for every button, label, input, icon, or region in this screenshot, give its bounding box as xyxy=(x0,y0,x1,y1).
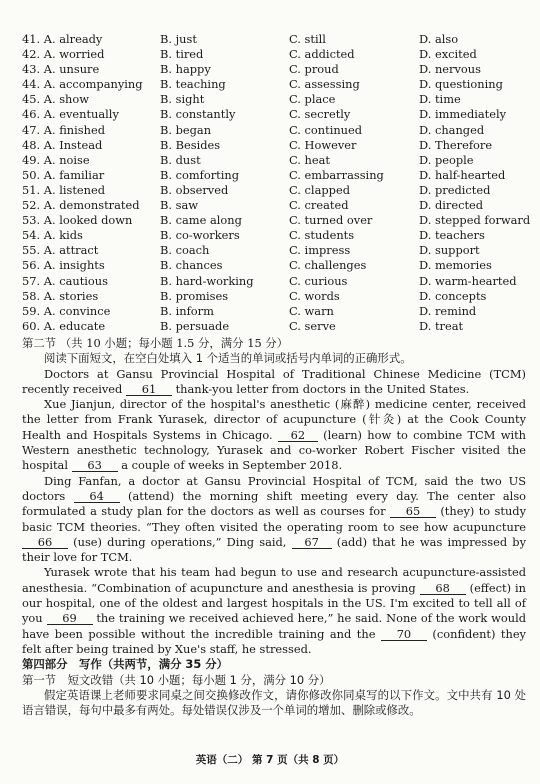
blank-67[interactable]: 67 xyxy=(292,536,332,549)
option-a[interactable]: 49. A. noise xyxy=(22,152,90,167)
option-b[interactable]: B. promises xyxy=(160,288,229,303)
option-c[interactable]: C. proud xyxy=(289,62,339,77)
option-c[interactable]: C. heat xyxy=(289,152,330,167)
blank-61[interactable]: 61 xyxy=(126,383,172,396)
option-a[interactable]: 54. A. kids xyxy=(22,228,83,243)
option-b[interactable]: B. began xyxy=(160,122,212,137)
paragraph-4: Yurasek wrote that his team had begun to use and research acupuncture-assisted anesthesia. “Combination of acupuncture and anesthesia is proving 68 (effect) in our hospital, one of the oldest and largest hospitals in the US. I'm excited to tell all of you 69 the training we received achieved here,” he said. None of the work would have been possible without the incredible training and the 70 (confident) they felt after being trained by Xue's staff, he stressed. xyxy=(22,565,527,656)
option-a[interactable]: 42. A. worried xyxy=(22,47,105,62)
question-row xyxy=(22,47,532,62)
option-c[interactable]: C. clapped xyxy=(289,182,350,197)
question-row xyxy=(22,198,532,213)
question-row xyxy=(22,183,532,198)
option-a[interactable]: 44. A. accompanying xyxy=(22,77,143,92)
blank-66[interactable]: 66 xyxy=(22,536,68,549)
option-a[interactable]: 47. A. finished xyxy=(22,122,105,137)
option-a[interactable]: 57. A. cautious xyxy=(22,273,108,288)
question-row xyxy=(22,153,532,168)
option-d[interactable]: D. changed xyxy=(419,122,485,137)
option-a[interactable]: 50. A. familiar xyxy=(22,167,105,182)
option-a[interactable]: 43. A. unsure xyxy=(22,62,100,77)
option-c[interactable]: C. warn xyxy=(289,303,334,318)
option-d[interactable]: D. predicted xyxy=(419,182,491,197)
option-d[interactable]: D. teachers xyxy=(419,228,485,243)
option-a[interactable]: 58. A. stories xyxy=(22,288,99,303)
option-d[interactable]: D. memories xyxy=(419,258,492,273)
blank-70[interactable]: 70 xyxy=(381,628,427,641)
question-row xyxy=(22,258,532,273)
option-a[interactable]: 48. A. Instead xyxy=(22,137,103,152)
option-c[interactable]: C. serve xyxy=(289,318,336,333)
option-d[interactable]: D. nervous xyxy=(419,62,481,77)
option-d[interactable]: D. people xyxy=(419,152,474,167)
blank-68[interactable]: 68 xyxy=(420,582,466,595)
blank-63[interactable]: 63 xyxy=(72,459,118,472)
option-d[interactable]: D. time xyxy=(419,92,461,107)
question-row xyxy=(22,62,532,77)
part4-section1-title: 第一节 短文改错（共 10 小题；每小题 1 分，满分 10 分） xyxy=(22,672,331,687)
option-d[interactable]: D. Therefore xyxy=(419,137,493,152)
option-c[interactable]: C. still xyxy=(289,32,326,46)
option-a[interactable]: 46. A. eventually xyxy=(22,107,119,122)
option-b[interactable]: B. co-workers xyxy=(160,228,240,243)
main-text xyxy=(22,336,526,718)
options-list xyxy=(22,32,532,334)
paragraph-1: Doctors at Gansu Provincial Hospital of Traditional Chinese Medicine (TCM) recently received 61 thank-you letter from doctors in the United States. xyxy=(22,366,526,396)
option-d[interactable]: D. immediately xyxy=(419,107,507,122)
question-row xyxy=(22,274,532,289)
question-row xyxy=(22,138,532,153)
option-d[interactable]: D. also xyxy=(419,32,459,46)
option-a[interactable]: 56. A. insights xyxy=(22,258,105,273)
option-c[interactable]: C. impress xyxy=(289,243,351,258)
option-c[interactable]: C. place xyxy=(289,92,336,107)
option-d[interactable]: D. half-hearted xyxy=(419,167,506,182)
option-c[interactable]: C. curious xyxy=(289,273,348,288)
option-a[interactable]: 60. A. educate xyxy=(22,318,106,333)
option-a[interactable]: 59. A. convince xyxy=(22,303,111,318)
blank-69[interactable]: 69 xyxy=(47,612,93,625)
question-row xyxy=(22,319,532,334)
question-row xyxy=(22,123,532,138)
option-c[interactable]: C. secretly xyxy=(289,107,351,122)
paragraph-2: Xue Jianjun, director of the hospital's anesthetic (麻醉) medicine center, received the letter from Frank Yurasek, director of acupuncture (针灸) at the Cook County Health and Hospitals Systems in Chicago. 62 (learn) how to combine TCM with Western anesthetic technology, Yurasek and co-worker Robert Fischer visited the hospital 63 a couple of weeks in September 2018. xyxy=(22,397,526,473)
question-row xyxy=(22,243,532,258)
option-b[interactable]: B. persuade xyxy=(160,318,230,333)
option-c[interactable]: C. continued xyxy=(289,122,363,137)
question-row xyxy=(22,92,532,107)
option-c[interactable]: C. assessing xyxy=(289,77,360,92)
option-b[interactable]: B. observed xyxy=(160,182,229,197)
question-row xyxy=(22,107,532,122)
option-c[interactable]: C. created xyxy=(289,198,349,213)
question-row xyxy=(22,168,532,183)
option-d[interactable]: D. concepts xyxy=(419,288,487,303)
page-footer: 英语（二） 第 7 页（共 8 页） xyxy=(195,754,345,766)
option-c[interactable]: C. challenges xyxy=(289,258,367,273)
option-c[interactable]: C. turned over xyxy=(289,213,373,228)
option-b[interactable]: B. chances xyxy=(160,258,223,273)
option-b[interactable]: B. constantly xyxy=(160,107,236,122)
option-a[interactable]: 55. A. attract xyxy=(22,243,99,258)
option-b[interactable]: B. comforting xyxy=(160,167,240,182)
paragraph-3: Ding Fanfan, a doctor at Gansu Provincial Hospital of TCM, said the two US doctors 64 (attend) the morning shift meeting every day. The center also formulated a study plan for the doctors as well as courses for 65 (they) to study basic TCM theories. “They often visited the operating room to see how acupuncture 66 (use) during operations,” Ding said, 67 (add) that he was impressed by their love for TCM. xyxy=(22,473,527,565)
option-a[interactable]: 51. A. listened xyxy=(22,182,106,197)
option-a[interactable]: 45. A. show xyxy=(22,92,89,107)
question-row xyxy=(22,77,532,92)
option-d[interactable]: D. warm-hearted xyxy=(419,273,517,288)
option-a[interactable]: 41. A. already xyxy=(22,32,103,46)
option-c[interactable]: C. students xyxy=(289,228,355,243)
question-row xyxy=(22,289,532,304)
option-d[interactable]: D. stepped forward xyxy=(419,213,531,228)
blank-64[interactable]: 64 xyxy=(74,490,120,503)
section2-instruction: 阅读下面短文，在空白处填入 1 个适当的单词或括号内单词的正确形式。 xyxy=(44,351,412,366)
option-b[interactable]: B. sight xyxy=(160,92,205,107)
question-row xyxy=(22,32,532,47)
option-c[interactable]: C. embarrassing xyxy=(289,167,384,182)
question-row xyxy=(22,304,532,319)
question-row xyxy=(22,213,532,228)
option-b[interactable]: B. dust xyxy=(160,152,201,167)
option-d[interactable]: D. directed xyxy=(419,198,484,213)
option-d[interactable]: D. treat xyxy=(419,318,464,333)
option-b[interactable]: B. just xyxy=(160,32,197,46)
option-d[interactable]: D. remind xyxy=(419,303,477,318)
question-row xyxy=(22,228,532,243)
option-b[interactable]: B. teaching xyxy=(160,77,226,92)
blank-62[interactable]: 62 xyxy=(278,429,318,442)
option-b[interactable]: B. inform xyxy=(160,303,214,318)
option-b[interactable]: B. Besides xyxy=(160,137,221,152)
option-c[interactable]: C. words xyxy=(289,288,340,303)
part4-title: 第四部分 写作（共两节，满分 35 分） xyxy=(22,657,229,672)
option-b[interactable]: B. hard-working xyxy=(160,273,254,288)
option-d[interactable]: D. questioning xyxy=(419,77,503,92)
option-b[interactable]: B. coach xyxy=(160,243,210,258)
section2-title: 第二节 （共 10 小题；每小题 1.5 分，满分 15 分） xyxy=(22,336,289,350)
option-b[interactable]: B. came along xyxy=(160,213,242,228)
option-d[interactable]: D. excited xyxy=(419,47,477,62)
option-b[interactable]: B. saw xyxy=(160,198,198,213)
option-a[interactable]: 53. A. looked down xyxy=(22,213,133,228)
option-c[interactable]: C. addicted xyxy=(289,47,355,62)
blank-65[interactable]: 65 xyxy=(390,505,436,518)
option-b[interactable]: B. tired xyxy=(160,47,204,62)
part4-instruction: 假定英语课上老师要求同桌之间交换修改作文，请你修改你同桌写的以下作文。文中共有 10 处语言错误，每句中最多有两处。每处错误仅涉及一个单词的增加、删除或修改。 xyxy=(22,687,526,718)
option-c[interactable]: C. However xyxy=(289,137,357,152)
option-a[interactable]: 52. A. demonstrated xyxy=(22,198,140,213)
option-b[interactable]: B. happy xyxy=(160,62,211,77)
option-d[interactable]: D. support xyxy=(419,243,480,258)
